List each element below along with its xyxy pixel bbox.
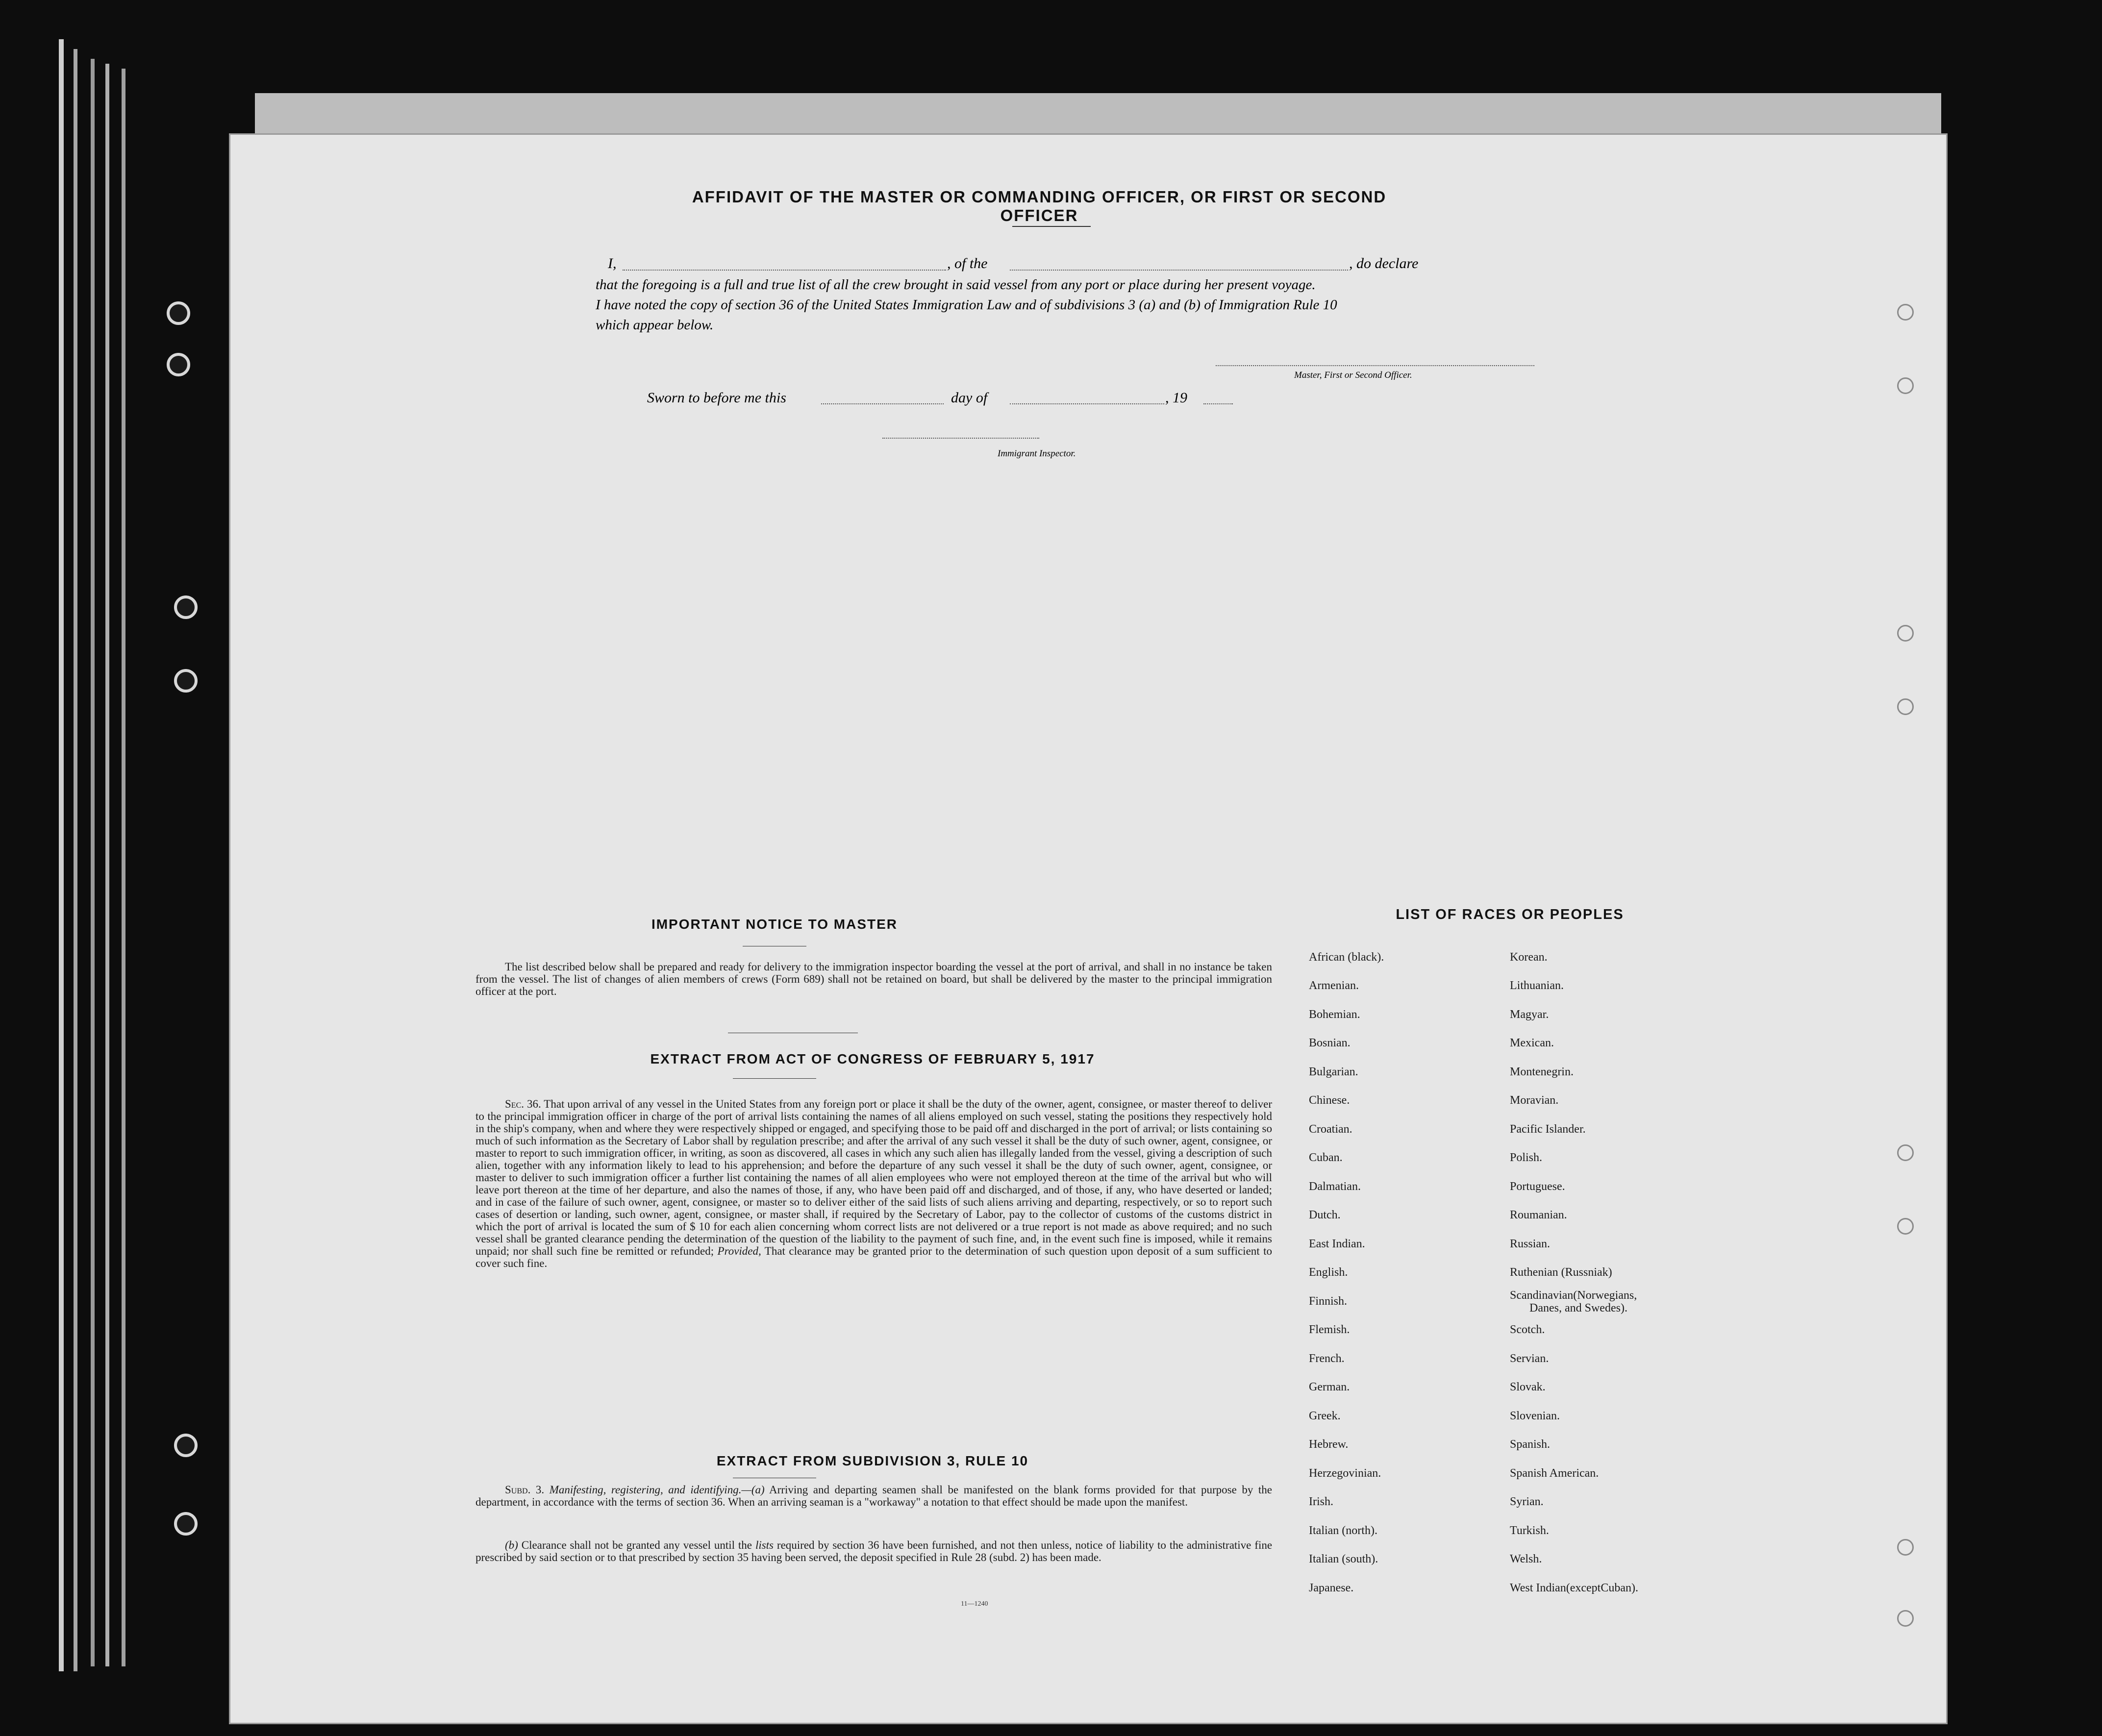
race-item: Montenegrin. — [1510, 1066, 1574, 1078]
vessel-blank — [1010, 270, 1348, 271]
affidavit-title: AFFIDAVIT OF THE MASTER OR COMMANDING OFFICER, OR FIRST OR SECOND OFFICER — [692, 188, 1387, 224]
race-item: Welsh. — [1510, 1553, 1542, 1565]
subd-text-a: Arriving and departing seamen shall be manifested on the blank forms provided for that purpose by the department, in accordance with the terms of section 36. When an arriving seaman is a "workaway" a notation to that effect should be made upon the manifest. — [475, 1484, 1273, 1508]
binder-edge — [91, 59, 95, 1666]
race-item-continuation: Danes, and Swedes). — [1529, 1302, 1627, 1314]
binder-ring — [174, 1512, 198, 1536]
punch-hole — [1897, 1610, 1914, 1627]
race-item: Mexican. — [1510, 1037, 1554, 1049]
race-item: Italian (north). — [1309, 1524, 1377, 1537]
race-item: Portuguese. — [1510, 1180, 1565, 1193]
race-item: Lithuanian. — [1510, 979, 1564, 992]
binder-ring — [167, 301, 190, 325]
notice-text: The list described below shall be prepared and ready for delivery to the immigration inspector boarding the vessel at the port of arrival, and shall in no instance be taken from the vessel. The list of changes of alien members of crews (Form 689) shall not be retained on board, but shall be delivered by the master to the principal immigration officer at the port. — [475, 961, 1272, 997]
race-item: Finnish. — [1309, 1295, 1348, 1308]
punch-hole — [1897, 377, 1914, 394]
race-item: Scotch. — [1510, 1323, 1545, 1336]
race-item: Cuban. — [1309, 1151, 1343, 1164]
extract-rule-text-a — [475, 1484, 1272, 1508]
race-item: Dalmatian. — [1309, 1180, 1361, 1193]
name-blank — [623, 270, 946, 271]
extract-rule-title: EXTRACT FROM SUBDIVISION 3, RULE 10 — [716, 1453, 1029, 1468]
sworn-month-blank — [1010, 403, 1164, 404]
race-item: African (black). — [1309, 951, 1384, 964]
race-item: Slovak. — [1510, 1381, 1546, 1393]
punch-hole — [1897, 698, 1914, 715]
race-item: Turkish. — [1510, 1524, 1549, 1537]
race-item: Irish. — [1309, 1495, 1333, 1508]
master-signature-line — [1216, 365, 1534, 366]
extract-act-rule — [733, 1078, 816, 1079]
text-b-lists: lists — [755, 1539, 774, 1551]
race-item: Greek. — [1309, 1410, 1341, 1422]
race-item: Servian. — [1510, 1352, 1549, 1365]
notice-title: IMPORTANT NOTICE TO MASTER — [651, 917, 898, 932]
race-item: East Indian. — [1309, 1238, 1365, 1250]
extract-act-title: EXTRACT FROM ACT OF CONGRESS OF FEBRUARY 5, 1917 — [650, 1051, 1095, 1066]
extract-act-text — [475, 1098, 1272, 1269]
race-item: Flemish. — [1309, 1323, 1350, 1336]
races-title: LIST OF RACES OR PEOPLES — [1396, 907, 1624, 922]
binder-edge — [122, 69, 125, 1666]
race-item: Croatian. — [1309, 1123, 1352, 1136]
form-number: 11—1240 — [961, 1600, 988, 1608]
year-blank — [1203, 403, 1233, 404]
binder-edge — [74, 49, 77, 1671]
proviso-text: That clearance may be granted prior to the determination of such question upon deposit of a sum sufficient to cover such fine. — [475, 1245, 1272, 1269]
punch-hole — [1897, 625, 1914, 642]
race-item: German. — [1309, 1381, 1350, 1393]
race-item: French. — [1309, 1352, 1345, 1365]
sworn-text: Sworn to before me this — [647, 390, 786, 406]
race-item: Hebrew. — [1309, 1438, 1349, 1451]
race-item: Armenian. — [1309, 979, 1359, 992]
race-item: English. — [1309, 1266, 1348, 1279]
race-item: Spanish American. — [1510, 1467, 1599, 1480]
subd-label: Subd. 3. — [505, 1484, 545, 1496]
affidavit-line-2: that the foregoing is a full and true list of all the crew brought in said vessel from any port or place during her present voyage. — [596, 277, 1316, 293]
race-item: Herzegovinian. — [1309, 1467, 1381, 1480]
race-item: Russian. — [1510, 1238, 1551, 1250]
race-item: Pacific Islander. — [1510, 1123, 1586, 1136]
binder-ring — [174, 1434, 198, 1457]
race-item: Bohemian. — [1309, 1008, 1360, 1021]
section-label: Sec. 36. — [505, 1098, 541, 1110]
proviso-label: Provided, — [717, 1245, 761, 1257]
affidavit-i: I, — [608, 255, 617, 272]
race-item: Spanish. — [1510, 1438, 1551, 1451]
punch-hole — [1897, 1539, 1914, 1556]
binder-ring — [167, 353, 190, 376]
punch-hole — [1897, 1218, 1914, 1235]
extract-rule-text-b — [475, 1539, 1272, 1563]
race-item: Syrian. — [1510, 1495, 1544, 1508]
document-sheet — [230, 135, 1946, 1723]
races-column-2 — [1510, 951, 1765, 1608]
race-item: Chinese. — [1309, 1094, 1350, 1107]
inspector-label: Immigrant Inspector. — [998, 448, 1076, 459]
race-item: Slovenian. — [1510, 1410, 1560, 1422]
master-signature-label: Master, First or Second Officer. — [1294, 370, 1412, 380]
race-item: Polish. — [1510, 1151, 1543, 1164]
affidavit-of-the: , of the — [947, 255, 988, 272]
races-column-1 — [1309, 951, 1476, 1608]
sworn-day-blank — [821, 403, 944, 404]
race-item: Roumanian. — [1510, 1209, 1567, 1221]
inspector-signature-line — [882, 438, 1039, 439]
day-of-text: day of — [951, 390, 988, 406]
affidavit-title-rule — [1012, 226, 1091, 227]
race-item: Korean. — [1510, 951, 1548, 964]
race-item: Japanese. — [1309, 1582, 1354, 1594]
section-36-text: That upon arrival of any vessel in the United States from any foreign port or place it shall be the duty of the owner, agent, consignee, or master thereof to deliver to the principal immigration officer in charge of the port of arrival lists containing the names of all aliens employed on such vessel, stating the positions they respectively hold in the ship's company, when and where they were respectively shipped or engaged, and specifying those to be paid off and discharged in the port of arrival; or lists containing so much of such information as the Secretary of Labor shall by regulation prescribe; and after the arrival of any such vessel it shall be the duty of such owner, agent, consignee, or master to report to such immigration officer, in writing, as soon as discovered, all cases in which any such alien has illegally landed from the vessel, giving a description of such alien, together with any information likely to lead to his apprehension; and before the departure of any such vessel it shall be the duty of such owner, agent, consignee, or master to deliver to such immigration officer a further list containing the names of all alien employees who were not employed thereon at the time of the arrival but who will leave port thereon at the time of her departure, and also the names of those, if any, who have been paid off and discharged, and of those, if any, who have deserted or landed; and in case of the failure of such owner, agent, consignee, or master so to deliver either of the said lists of such aliens arriving and departing, respectively, or so to report such cases of desertion or landing, such owner, agent, consignee, or master shall, if required by the Secretary of Labor, pay to the collector of customs of the customs district in which the port of arrival is located the sum of $ 10 for each alien concerning whom correct lists are not delivered or a true report is not made as above required; and no such vessel shall be granted clearance pending the determination of the question of the liability to the payment of such fine, and, in the event such fine is imposed, while it remains unpaid; nor shall such fine be remitted or refunded; — [475, 1098, 1272, 1257]
text-b-1: Clearance shall not be granted any vessel until the — [521, 1539, 752, 1551]
punch-hole — [1897, 1144, 1914, 1161]
race-item: Scandinavian(Norwegians, — [1510, 1289, 1637, 1302]
affidavit-line-4: which appear below. — [596, 317, 714, 333]
binder-edge — [105, 64, 109, 1666]
race-item: Magyar. — [1510, 1008, 1549, 1021]
race-item: Bulgarian. — [1309, 1066, 1358, 1078]
affidavit-declare: , do declare — [1349, 255, 1419, 272]
race-item: Italian (south). — [1309, 1553, 1378, 1565]
year-prefix: , 19 — [1165, 390, 1187, 406]
binder-ring — [174, 595, 198, 619]
race-item: Dutch. — [1309, 1209, 1341, 1221]
label-b: (b) — [505, 1539, 518, 1551]
race-item: West Indian(exceptCuban). — [1510, 1582, 1638, 1594]
race-item: Moravian. — [1510, 1094, 1559, 1107]
binder-ring — [174, 669, 198, 693]
race-item: Bosnian. — [1309, 1037, 1351, 1049]
punch-hole — [1897, 304, 1914, 321]
subd-title: Manifesting, registering, and identifying.—(a) — [549, 1484, 765, 1496]
affidavit-line-3: I have noted the copy of section 36 of the United States Immigration Law and of subdivisions 3 (a) and (b) of Immigration Rule 10 — [596, 297, 1337, 313]
text-b-2: required by section 36 have been furnished, and not then unless, notice of liability to the administrative fine prescribed by said section or to that prescribed by section 35 having been served, the deposit specified in Rule 28 (subd. 2) has been made. — [475, 1539, 1273, 1563]
binder-edge — [59, 39, 64, 1671]
race-item: Ruthenian (Russniak) — [1510, 1266, 1612, 1279]
